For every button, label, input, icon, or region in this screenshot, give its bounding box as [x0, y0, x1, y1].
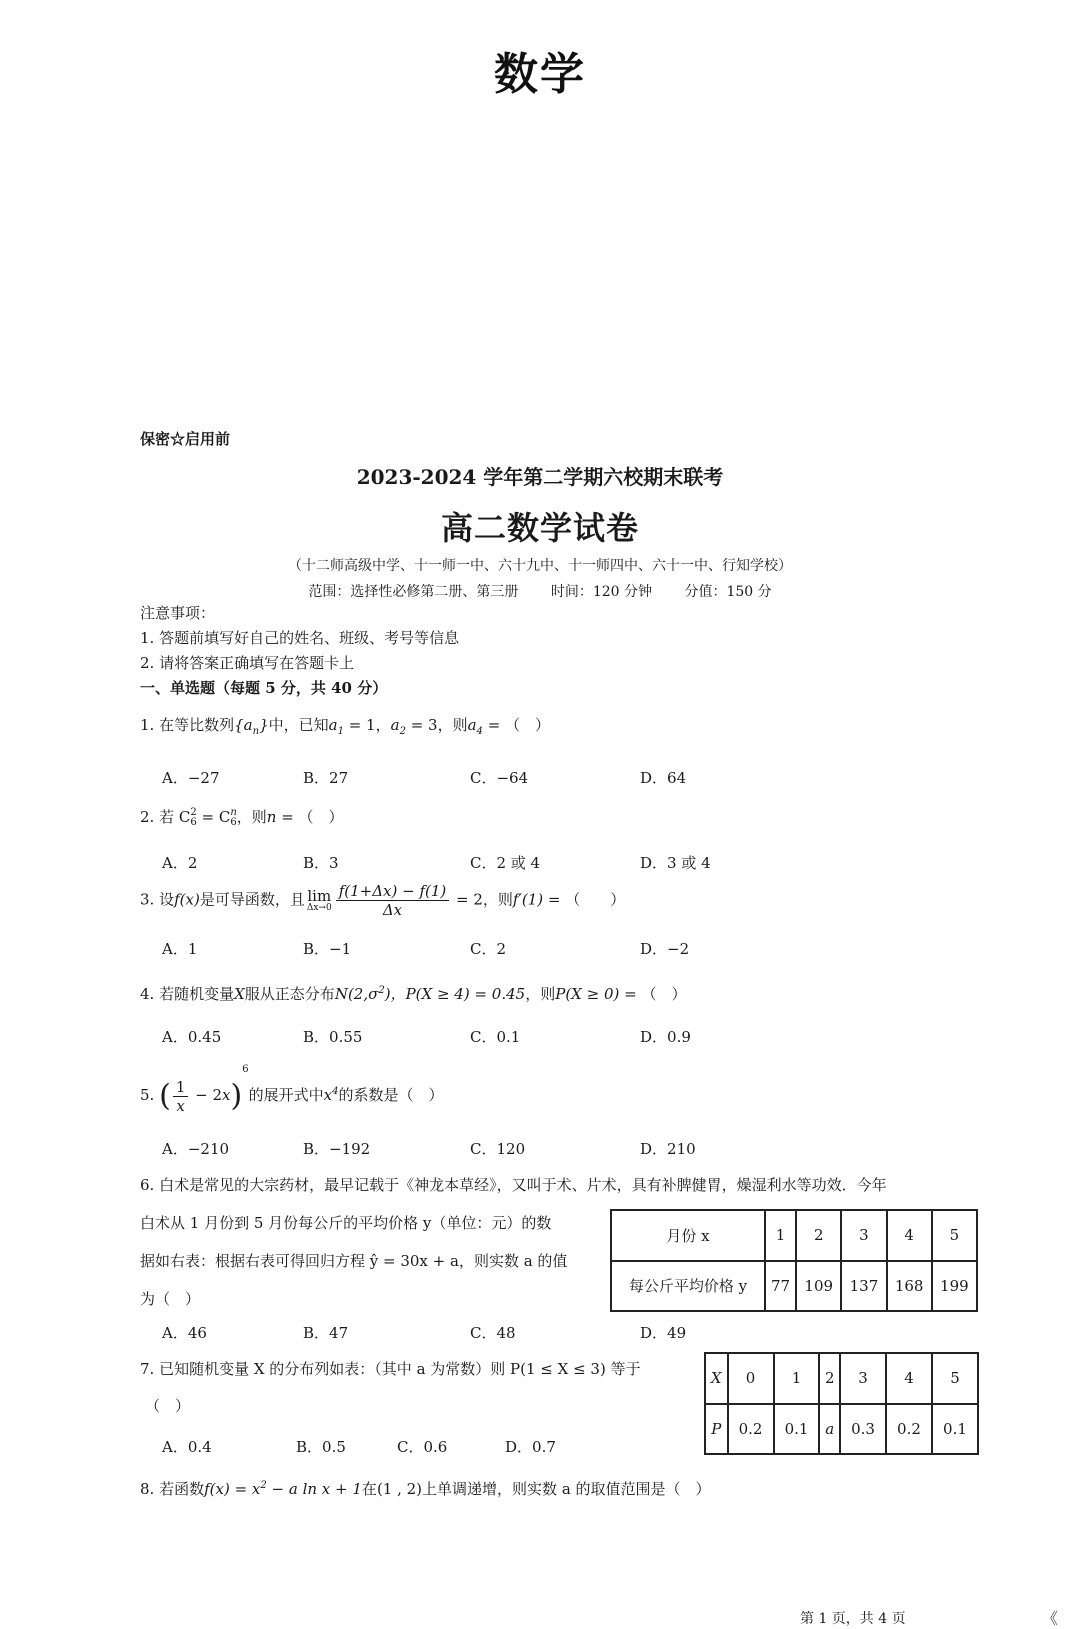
q2-eq: = C [196, 808, 231, 826]
q7-option-d: D．0.7 [505, 1438, 556, 1456]
table-cell: 2 [796, 1210, 841, 1261]
section-title: 一、单选题（每题 5 分，共 40 分） [140, 679, 388, 697]
q2-option-a: A．2 [162, 854, 198, 872]
question-2 [140, 806, 344, 828]
table-cell: 3 [841, 1210, 886, 1261]
q3-fraction: $\frac{f(1+\Delta x) - f(1)}{\Delta x}$ [336, 882, 450, 919]
q2-option-d: D．3 或 4 [640, 854, 711, 872]
q7-option-b: B．0.5 [296, 1438, 346, 1456]
q1-option-d: D．64 [640, 769, 687, 787]
question-number: 8. [140, 1480, 155, 1498]
exam-scope: 范围：选择性必修第二册、第三册 [308, 584, 519, 600]
table-cell: 3 [840, 1353, 886, 1404]
question-6-line: 6. 白术是常见的大宗药材，最早记载于《神龙本草经》，又叫于术、片术，具有补脾健胃，燥湿利水等功效．今年 [140, 1176, 887, 1194]
q5-tail: 的系数是（ ） [338, 1086, 444, 1104]
q6-option-a: A．46 [162, 1324, 207, 1342]
question-1 [140, 714, 550, 737]
question-8 [140, 1478, 711, 1499]
exam-title: 2023-2024 学年第二学期六校期末联考 [356, 465, 724, 489]
q6-option-c: C．48 [470, 1324, 516, 1342]
q4-var: X [234, 985, 245, 1003]
question-4 [140, 983, 686, 1004]
q5-option-c: C．120 [470, 1140, 526, 1158]
note-item: 1. 答题前填写好自己的姓名、班级、考号等信息 [140, 629, 460, 647]
q2-c1-sub: 6 [190, 817, 197, 828]
q3-tail: = （ ） [543, 890, 626, 909]
edge-mark: 《 [1042, 1609, 1059, 1628]
q1-option-a: A．−27 [162, 769, 220, 787]
q8-function: $f(x) = x^2 - a$ ln x + 1 [204, 1480, 362, 1498]
table-row [705, 1404, 978, 1455]
q8-text: 若函数 [159, 1480, 205, 1498]
table-cell: 0.3 [840, 1404, 886, 1455]
q5-fraction: $\frac{1}{x}$ [173, 1078, 189, 1115]
question-6-line: 为（ ） [140, 1290, 201, 1308]
q4-option-d: D．0.9 [640, 1028, 691, 1046]
q7-option-c: C．0.6 [397, 1438, 448, 1456]
q3-fx: f(x) [174, 890, 200, 909]
table-cell: 5 [932, 1353, 978, 1404]
table-cell: X [705, 1353, 728, 1404]
q1-text: 中，已知 [268, 716, 329, 734]
q4-prob-given: P(X ≥ 4) = 0.45 [405, 985, 526, 1003]
q3-option-b: B．−1 [303, 940, 352, 958]
table-row [705, 1353, 978, 1404]
confidential-label: 保密☆启用前 [140, 430, 231, 448]
q1-tail: = （ ） [482, 716, 551, 734]
q4-distribution: $N(2,\sigma^2)$， [334, 985, 406, 1003]
q4-text: ，则 [525, 985, 556, 1003]
question-number: 3. [140, 890, 155, 909]
q1-a1-value: = 1， [343, 716, 391, 734]
q3-eq: = 2，则 [451, 890, 513, 909]
q5-option-a: A．−210 [162, 1140, 230, 1158]
q5-left-paren: ( [159, 1078, 171, 1114]
q7-distribution-table [704, 1352, 979, 1455]
table-cell: 109 [796, 1261, 841, 1312]
q8-interval: (1 , 2) [376, 1480, 423, 1498]
table-cell: 137 [841, 1261, 886, 1312]
q3-option-c: C．2 [470, 940, 507, 958]
table-cell: 月份 x [611, 1210, 765, 1261]
q8-tail: 上单调递增，则实数 a 的取值范围是（ ） [422, 1480, 711, 1498]
q2-tail: ，则 [236, 808, 267, 826]
q4-prob-asked: P(X ≥ 0) [555, 985, 620, 1003]
table-cell: 2 [819, 1353, 840, 1404]
q1-a4: $a_4$ [467, 716, 483, 737]
paper-title: 高二数学试卷 [440, 509, 639, 547]
q1-a1: $a_1$ [328, 716, 344, 737]
q5-power: 6 [242, 1064, 249, 1075]
q5-text: 的展开式中 [248, 1086, 324, 1104]
q2-c2-sup: n [230, 807, 237, 818]
q1-seq: $\{a_n\}$ [234, 716, 269, 737]
q5-right-paren: ) [230, 1078, 243, 1114]
table-cell: 0.1 [774, 1404, 820, 1455]
question-3 [140, 882, 625, 919]
q4-text: 若随机变量 [159, 985, 235, 1003]
q1-option-c: C．−64 [470, 769, 529, 787]
table-cell: 0.1 [932, 1404, 978, 1455]
q3-option-a: A．1 [162, 940, 198, 958]
q3-text: 设 [159, 890, 175, 909]
page-top-title: 数学 [494, 49, 586, 100]
table-cell: P [705, 1404, 728, 1455]
table-row [611, 1261, 977, 1312]
q3-text: 是可导函数，且 [199, 890, 305, 909]
notes-title: 注意事项： [140, 604, 216, 622]
exam-time: 时间：120 分钟 [550, 584, 652, 600]
q4-option-a: A．0.45 [162, 1028, 222, 1046]
table-cell: 4 [887, 1210, 932, 1261]
q4-tail: = （ ） [619, 985, 687, 1003]
exam-score: 分值：150 分 [684, 584, 772, 600]
q5-x4: $x^4$ [323, 1086, 339, 1104]
school-list: （十二师高级中学、十一师一中、六十九中、十一师四中、六十一中、行知学校） [288, 558, 792, 574]
table-cell: 168 [887, 1261, 932, 1312]
q5-option-b: B．−192 [303, 1140, 371, 1158]
q1-a2: $a_2$ [390, 716, 406, 737]
q2-c2-sub: 6 [230, 817, 237, 828]
question-7-line: 7. 已知随机变量 X 的分布列如表：（其中 a 为常数）则 P(1 ≤ X ≤ 3) 等于 [140, 1360, 641, 1378]
table-cell: 1 [774, 1353, 820, 1404]
table-cell: 每公斤平均价格 y [611, 1261, 765, 1312]
exam-info [0, 581, 1080, 601]
q2-var: n [266, 808, 277, 826]
q2-c1-sup: 2 [190, 807, 197, 818]
table-cell: 0.2 [886, 1404, 932, 1455]
q2-text: 若 C [159, 808, 191, 826]
q3-limit: lim Δx→0 [306, 886, 332, 913]
q6-option-b: B．47 [303, 1324, 349, 1342]
q1-a2-value: = 3，则 [405, 716, 468, 734]
question-number: 5. [140, 1086, 155, 1104]
q5-minus: − 2 [190, 1086, 223, 1104]
q2-option-c: C．2 或 4 [470, 854, 541, 872]
q6-price-table [610, 1209, 978, 1312]
q1-option-b: B．27 [303, 769, 349, 787]
q5-x: x [222, 1086, 231, 1104]
table-cell: 4 [886, 1353, 932, 1404]
q5-option-d: D．210 [640, 1140, 696, 1158]
q4-option-c: C．0.1 [470, 1028, 521, 1046]
table-cell: 0 [728, 1353, 774, 1404]
question-number: 1. [140, 716, 155, 734]
question-5 [140, 1064, 443, 1115]
q2-tail2: = （ ） [276, 808, 344, 826]
q2-option-b: B．3 [303, 854, 339, 872]
q3-option-d: D．−2 [640, 940, 690, 958]
question-number: 4. [140, 985, 155, 1003]
q3-fprime: f′(1) [512, 890, 544, 909]
q7-option-a: A．0.4 [162, 1438, 212, 1456]
question-6-line: 据如右表：根据右表可得回归方程 ŷ = 30x + a，则实数 a 的值 [140, 1252, 568, 1270]
q4-option-b: B．0.55 [303, 1028, 363, 1046]
q8-text: 在 [361, 1480, 377, 1498]
table-cell: 199 [932, 1261, 977, 1312]
note-item: 2. 请将答案正确填写在答题卡上 [140, 654, 355, 672]
question-number: 2. [140, 808, 155, 826]
question-7-line: （ ） [145, 1397, 191, 1415]
question-6-line: 白术从 1 月份到 5 月份每公斤的平均价格 y（单位：元）的数 [140, 1214, 552, 1232]
table-cell: 0.2 [728, 1404, 774, 1455]
table-cell: 1 [765, 1210, 796, 1261]
q6-option-d: D．49 [640, 1324, 687, 1342]
table-cell: 5 [932, 1210, 977, 1261]
q1-text: 在等比数列 [159, 716, 235, 734]
table-cell: 77 [765, 1261, 796, 1312]
table-cell: a [819, 1404, 840, 1455]
table-row [611, 1210, 977, 1261]
q4-text: 服从正态分布 [244, 985, 335, 1003]
page-footer: 第 1 页，共 4 页 [800, 1611, 906, 1627]
